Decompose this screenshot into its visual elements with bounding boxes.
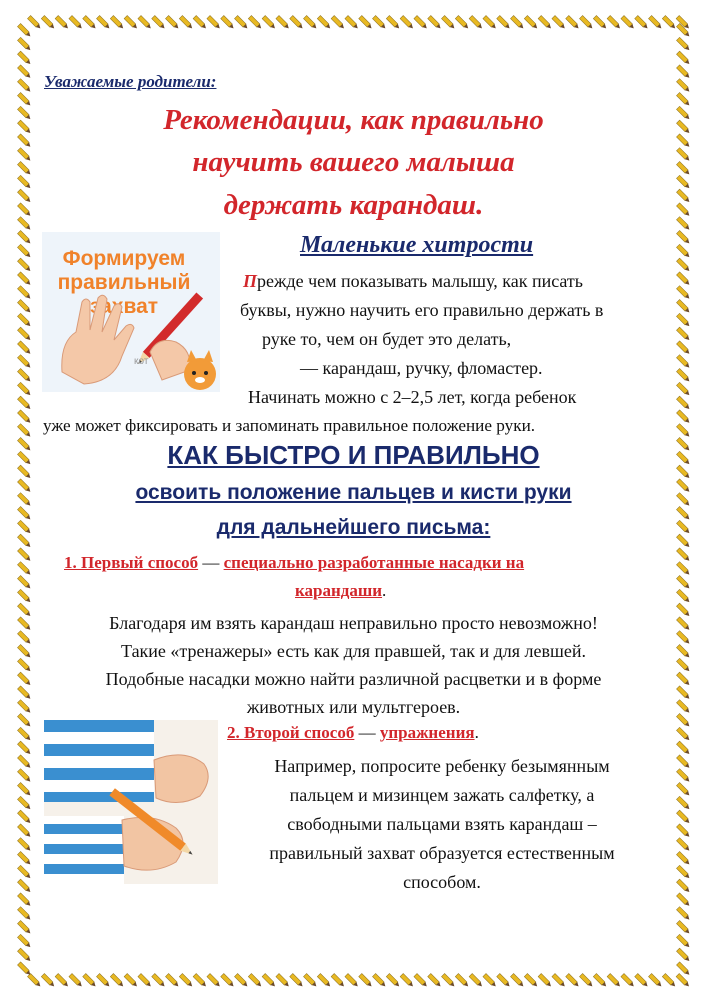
pencil-icon	[441, 973, 455, 987]
pencil-icon	[676, 175, 690, 189]
method-2-desc: упражнения	[379, 723, 475, 742]
pencil-icon	[676, 258, 690, 272]
intro-line-2: буквы, нужно научить его правильно держать в	[240, 300, 604, 320]
pencil-icon	[538, 15, 552, 29]
pencil-icon	[17, 120, 31, 134]
pencil-icon	[179, 973, 193, 987]
pencil-icon	[17, 437, 31, 451]
pencil-icon	[676, 79, 690, 93]
pencil-icon	[207, 973, 221, 987]
method-1-text-line-2: Такие «тренажеры» есть как для правшей, так и для левшей.	[121, 641, 586, 661]
pencil-icon	[276, 15, 290, 29]
pencil-icon	[579, 973, 593, 987]
method-1-heading-cont	[295, 581, 386, 601]
pencil-icon	[593, 973, 607, 987]
pencil-icon	[17, 672, 31, 686]
page-title-line-3: держать карандаш.	[223, 189, 484, 221]
method-2-text-line-4: правильный захват образуется естественным	[269, 843, 615, 863]
pencil-icon	[455, 973, 469, 987]
pencil-icon	[17, 769, 31, 783]
pencil-icon	[96, 15, 110, 29]
pencil-icon	[41, 15, 55, 29]
pencil-icon	[17, 493, 31, 507]
pencil-icon	[248, 15, 262, 29]
written-word: кот	[134, 356, 149, 367]
pencil-icon	[483, 973, 497, 987]
method-1-desc: специально разработанные насадки на	[223, 553, 525, 572]
pencil-icon	[17, 617, 31, 631]
pencil-icon	[165, 973, 179, 987]
pencil-icon	[676, 672, 690, 686]
pencil-icon	[359, 973, 373, 987]
pencil-icon	[17, 189, 31, 203]
pencil-icon	[138, 15, 152, 29]
pencil-icon	[469, 15, 483, 29]
pencil-icon	[676, 148, 690, 162]
pencil-icon	[69, 973, 83, 987]
pencil-icon	[607, 15, 621, 29]
pencil-icon	[676, 755, 690, 769]
pencil-icon	[386, 15, 400, 29]
pencil-icon	[17, 327, 31, 341]
pencil-icon	[262, 15, 276, 29]
section-heading-line-1: КАК БЫСТРО И ПРАВИЛЬНО	[167, 440, 540, 470]
pencil-icon	[483, 15, 497, 29]
pencil-icon	[676, 631, 690, 645]
pencil-icon	[262, 973, 276, 987]
pencil-icon	[676, 782, 690, 796]
pencil-icon	[441, 15, 455, 29]
pencil-icon	[124, 973, 138, 987]
pencil-icon	[17, 368, 31, 382]
pencil-icon	[676, 865, 690, 879]
pencil-icon	[17, 631, 31, 645]
child-writing-image	[44, 720, 218, 884]
pencil-icon	[676, 879, 690, 893]
intro-line-6: уже может фиксировать и запоминать правильное положение руки.	[43, 416, 536, 435]
method-2-text-line-1: Например, попросите ребенку безымянным	[274, 756, 610, 776]
pencil-icon	[290, 973, 304, 987]
pencil-icon	[635, 15, 649, 29]
pencil-icon	[17, 907, 31, 921]
pencil-icon	[17, 575, 31, 589]
pencil-icon	[676, 465, 690, 479]
pencil-icon	[17, 548, 31, 562]
pencil-icon	[193, 973, 207, 987]
pencil-icon	[17, 230, 31, 244]
pencil-icon	[676, 203, 690, 217]
pencil-icon	[17, 479, 31, 493]
section-heading-line-2: освоить положение пальцев и кисти руки	[135, 481, 572, 504]
pencil-icon	[676, 299, 690, 313]
child-writing-graphic	[44, 720, 218, 884]
pencil-icon	[303, 973, 317, 987]
pencil-icon	[676, 189, 690, 203]
pencil-icon	[17, 106, 31, 120]
pencil-icon	[234, 15, 248, 29]
pencil-icon	[676, 617, 690, 631]
pencil-icon	[331, 15, 345, 29]
pencil-icon	[17, 313, 31, 327]
intro-line-5: Начинать можно с 2–2,5 лет, когда ребенок	[248, 387, 577, 407]
pencil-icon	[17, 37, 31, 51]
pencil-icon	[676, 23, 690, 37]
method-2-label: 2. Второй способ	[227, 723, 355, 742]
pencil-icon	[676, 396, 690, 410]
pencil-icon	[676, 410, 690, 424]
pencil-icon	[566, 973, 580, 987]
pencil-icon	[676, 948, 690, 962]
pencil-icon	[676, 658, 690, 672]
pencil-icon	[607, 973, 621, 987]
method-1-text-line-3: Подобные насадки можно найти различной расцветки и в форме	[105, 669, 602, 689]
pencil-icon	[83, 15, 97, 29]
pencil-icon	[17, 838, 31, 852]
pencil-icon	[17, 134, 31, 148]
pencil-icon	[96, 973, 110, 987]
pencil-icon	[17, 51, 31, 65]
pencil-icon	[17, 810, 31, 824]
pencil-icon	[676, 920, 690, 934]
pencil-icon	[676, 313, 690, 327]
greeting: Уважаемые родители:	[44, 72, 217, 91]
pencil-icon	[17, 355, 31, 369]
pencil-icon	[676, 106, 690, 120]
pencil-icon	[428, 15, 442, 29]
pencil-icon	[662, 973, 676, 987]
pencil-icon	[17, 851, 31, 865]
intro-line-1-text: режде чем показывать малышу, как писать	[257, 271, 584, 291]
pencil-icon	[676, 810, 690, 824]
pencil-icon	[428, 973, 442, 987]
pencil-icon	[566, 15, 580, 29]
pencil-icon	[17, 506, 31, 520]
pencil-icon	[676, 562, 690, 576]
pencil-icon	[17, 92, 31, 106]
pencil-icon	[676, 382, 690, 396]
pencil-icon	[676, 217, 690, 231]
pencil-icon	[55, 973, 69, 987]
pencil-icon	[676, 824, 690, 838]
pencil-icon	[17, 382, 31, 396]
pencil-icon	[221, 973, 235, 987]
pencil-icon	[676, 451, 690, 465]
pencil-icon	[17, 396, 31, 410]
pencil-icon	[17, 920, 31, 934]
intro-line-1	[243, 267, 583, 295]
pencil-icon	[676, 65, 690, 79]
pencil-icon	[17, 286, 31, 300]
pencil-icon	[676, 506, 690, 520]
page-title-line-1: Рекомендации, как правильно	[163, 104, 544, 136]
pencil-icon	[17, 755, 31, 769]
pencil-icon	[676, 644, 690, 658]
pencil-icon	[331, 973, 345, 987]
pencil-icon	[17, 534, 31, 548]
pencil-icon	[524, 15, 538, 29]
pencil-icon	[676, 686, 690, 700]
pencil-icon	[17, 796, 31, 810]
pencil-icon	[27, 15, 41, 29]
pencil-icon	[152, 15, 166, 29]
pencil-icon	[17, 948, 31, 962]
pencil-icon	[676, 424, 690, 438]
pencil-icon	[17, 410, 31, 424]
page-title-line-2: научить вашего малыша	[192, 146, 515, 178]
method-1-text-line-1: Благодаря им взять карандаш неправильно просто невозможно!	[109, 613, 598, 633]
pencil-icon	[17, 644, 31, 658]
pencil-icon	[676, 161, 690, 175]
section-heading-line-3: для дальнейшего письма:	[216, 516, 491, 539]
pencil-icon	[676, 727, 690, 741]
pencil-icon	[345, 15, 359, 29]
pencil-icon	[676, 272, 690, 286]
pencil-icon	[676, 230, 690, 244]
pencil-icon	[17, 824, 31, 838]
pencil-icon	[17, 341, 31, 355]
pencil-icon	[676, 37, 690, 51]
pencil-icon	[17, 603, 31, 617]
pencil-icon	[676, 355, 690, 369]
pencil-icon	[83, 973, 97, 987]
pencil-icon	[676, 520, 690, 534]
pencil-icon	[234, 973, 248, 987]
pencil-icon	[55, 15, 69, 29]
pencil-icon	[17, 658, 31, 672]
pencil-icon	[386, 973, 400, 987]
pencil-icon	[676, 51, 690, 65]
pencil-icon	[676, 493, 690, 507]
section-subtitle: Маленькие хитрости	[300, 232, 534, 258]
pencil-icon	[676, 973, 690, 987]
pencil-icon	[41, 973, 55, 987]
pencil-border-right	[663, 0, 707, 1000]
pencil-icon	[676, 893, 690, 907]
pencil-icon	[497, 973, 511, 987]
pencil-icon	[676, 589, 690, 603]
pencil-icon	[17, 161, 31, 175]
pencil-icon	[676, 700, 690, 714]
pencil-icon	[676, 907, 690, 921]
method-1-text-line-4: животных или мультгероев.	[246, 697, 461, 717]
pencil-icon	[17, 465, 31, 479]
pencil-icon	[400, 973, 414, 987]
pencil-icon	[69, 15, 83, 29]
pencil-icon	[110, 15, 124, 29]
pencil-border-left	[0, 0, 42, 1000]
method-1-dash: —	[198, 553, 224, 572]
pencil-icon	[676, 851, 690, 865]
pencil-icon	[17, 451, 31, 465]
pencil-icon	[676, 934, 690, 948]
pencil-icon	[621, 973, 635, 987]
pencil-icon	[17, 879, 31, 893]
pencil-icon	[17, 962, 31, 976]
pencil-icon	[524, 973, 538, 987]
pencil-icon	[17, 217, 31, 231]
pencil-icon	[676, 741, 690, 755]
pencil-icon	[372, 973, 386, 987]
pencil-icon	[676, 769, 690, 783]
pencil-icon	[17, 686, 31, 700]
pencil-icon	[17, 424, 31, 438]
pencil-icon	[207, 15, 221, 29]
pencil-icon	[17, 23, 31, 37]
pencil-icon	[635, 973, 649, 987]
pencil-icon	[621, 15, 635, 29]
pencil-icon	[17, 727, 31, 741]
pencil-icon	[17, 782, 31, 796]
method-2-dash: —	[354, 723, 380, 742]
pencil-icon	[17, 272, 31, 286]
pencil-icon	[17, 244, 31, 258]
pencil-icon	[676, 286, 690, 300]
pencil-icon	[676, 92, 690, 106]
pencil-icon	[676, 368, 690, 382]
pencil-icon	[676, 244, 690, 258]
pencil-icon	[676, 575, 690, 589]
pencil-icon	[372, 15, 386, 29]
grip-illustration-image	[42, 232, 220, 392]
intro-line-4: — карандаш, ручку, фломастер.	[300, 358, 543, 378]
pencil-icon	[510, 15, 524, 29]
pencil-icon	[17, 520, 31, 534]
pencil-border-bottom	[0, 962, 707, 1000]
method-1-label: 1. Первый способ	[64, 553, 199, 572]
pencil-icon	[414, 973, 428, 987]
pencil-icon	[17, 934, 31, 948]
pencil-icon	[17, 258, 31, 272]
pencil-icon	[152, 973, 166, 987]
pencil-icon	[17, 865, 31, 879]
intro-line-3: руке то, чем он будет это делать,	[262, 329, 512, 349]
pencil-icon	[676, 838, 690, 852]
pencil-icon	[552, 973, 566, 987]
pencil-icon	[138, 973, 152, 987]
pencil-icon	[248, 973, 262, 987]
pencil-icon	[179, 15, 193, 29]
method-1-desc-2: карандаши	[295, 581, 383, 600]
caption-line-2: правильный	[57, 271, 191, 294]
pencil-icon	[17, 203, 31, 217]
method-2-text-line-2: пальцем и мизинцем зажать салфетку, а	[289, 785, 595, 805]
pencil-icon	[317, 15, 331, 29]
pencil-icon	[290, 15, 304, 29]
pencil-icon	[124, 15, 138, 29]
pencil-icon	[27, 973, 41, 987]
pencil-icon	[165, 15, 179, 29]
pencil-icon	[414, 15, 428, 29]
pencil-icon	[676, 796, 690, 810]
pencil-icon	[17, 175, 31, 189]
pencil-icon	[497, 15, 511, 29]
drop-letter: П	[243, 271, 258, 291]
pencil-icon	[552, 15, 566, 29]
method-2-dot: .	[474, 723, 479, 742]
pencil-icon	[538, 973, 552, 987]
pencil-icon	[648, 15, 662, 29]
pencil-icon	[17, 713, 31, 727]
pencil-icon	[579, 15, 593, 29]
pencil-icon	[676, 603, 690, 617]
method-2-text-line-3: свободными пальцами взять карандаш –	[287, 814, 597, 834]
pencil-icon	[17, 589, 31, 603]
pencil-icon	[345, 973, 359, 987]
pencil-icon	[17, 65, 31, 79]
pencil-icon	[193, 15, 207, 29]
pencil-icon	[676, 437, 690, 451]
pencil-icon	[455, 15, 469, 29]
method-1-dot: .	[382, 581, 387, 600]
pencil-icon	[676, 15, 690, 29]
pencil-icon	[648, 973, 662, 987]
pencil-icon	[17, 893, 31, 907]
pencil-icon	[676, 548, 690, 562]
pencil-icon	[662, 15, 676, 29]
pencil-icon	[676, 327, 690, 341]
pencil-icon	[221, 15, 235, 29]
pencil-icon	[676, 341, 690, 355]
pencil-icon	[110, 973, 124, 987]
pencil-icon	[17, 562, 31, 576]
pencil-icon	[676, 134, 690, 148]
method-2-text-line-5: способом.	[403, 872, 481, 892]
pencil-icon	[400, 15, 414, 29]
pencil-icon	[676, 479, 690, 493]
pencil-icon	[303, 15, 317, 29]
method-1-heading	[64, 553, 524, 573]
pencil-icon	[276, 973, 290, 987]
pencil-icon	[17, 148, 31, 162]
pencil-icon	[469, 973, 483, 987]
pencil-icon	[676, 534, 690, 548]
pencil-icon	[676, 713, 690, 727]
pencil-icon	[359, 15, 373, 29]
pencil-border-top	[0, 0, 707, 40]
pencil-icon	[676, 962, 690, 976]
pencil-icon	[510, 973, 524, 987]
caption-line-3: захват	[89, 295, 159, 318]
pencil-icon	[593, 15, 607, 29]
pencil-icon	[17, 79, 31, 93]
pencil-icon	[676, 120, 690, 134]
pencil-icon	[17, 700, 31, 714]
pencil-icon	[317, 973, 331, 987]
pencil-icon	[17, 299, 31, 313]
caption-line-1: Формируем	[62, 247, 186, 270]
method-2-heading	[227, 723, 479, 743]
pencil-icon	[17, 741, 31, 755]
grip-illustration-graphic	[42, 232, 220, 392]
